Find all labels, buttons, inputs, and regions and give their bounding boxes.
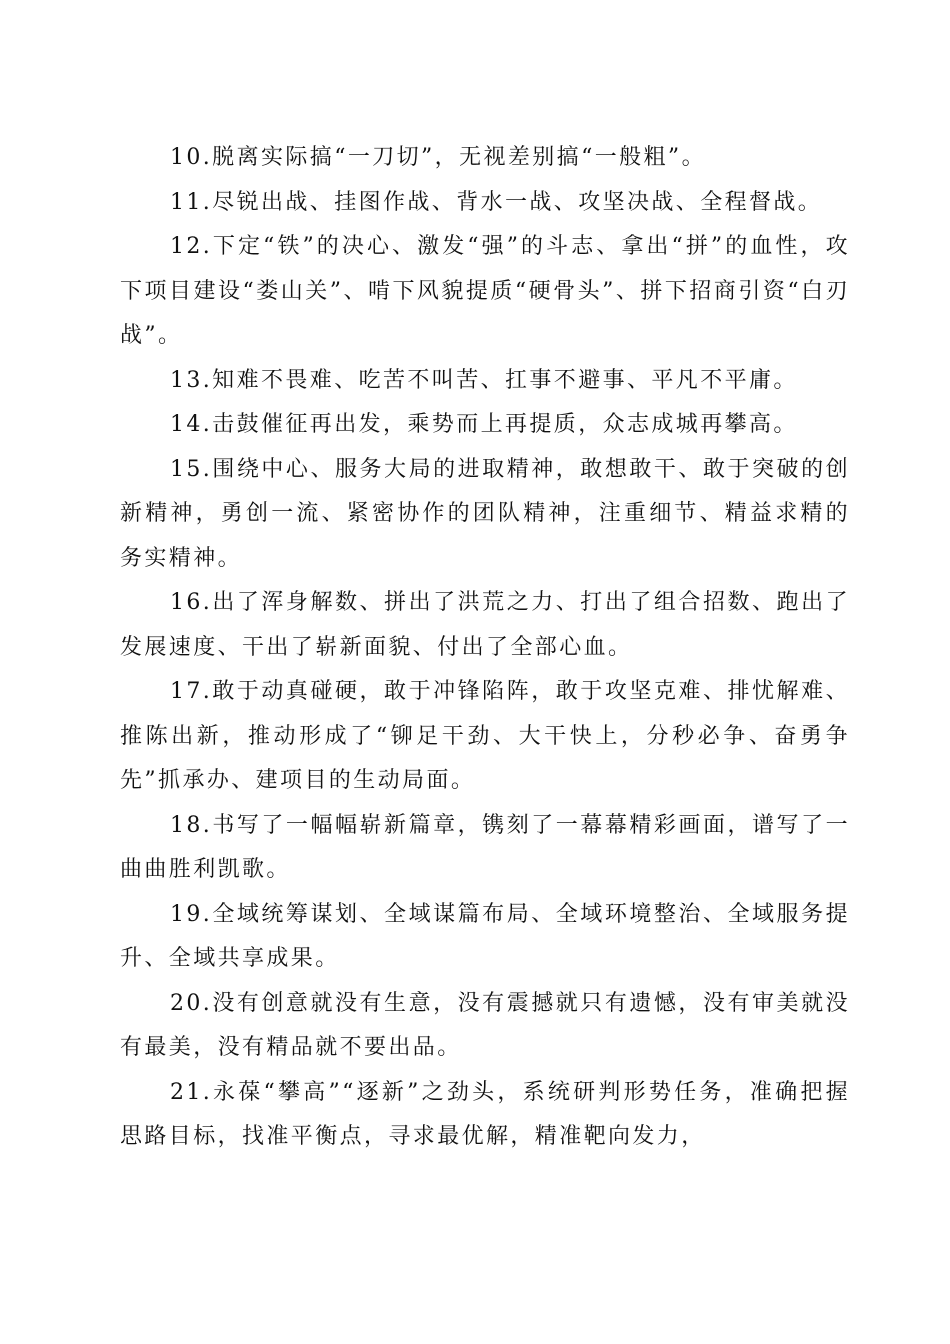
paragraph-10: 10.脱离实际搞“一刀切”，无视差别搞“一般粗”。 [170, 145, 706, 170]
paragraph-21: 21.永葆“攀高”“逐新”之劲头，系统研判形势任务，准确把握思路目标，找准平衡点，寻求最优解，精准靶向发力， [120, 1079, 850, 1149]
paragraph-18: 18.书写了一幅幅崭新篇章，镌刻了一幕幕精彩画面，谱写了一曲曲胜利凯歌。 [120, 812, 850, 882]
paragraph-20: 20.没有创意就没有生意，没有震撼就只有遗憾，没有审美就没有最美，没有精品就不要出品。 [120, 990, 850, 1060]
paragraph-12: 12.下定“铁”的决心、激发“强”的斗志、拿出“拼”的血性，攻下项目建设“娄山关”、啃下风貌提质“硬骨头”、拼下招商引资“白刃战”。 [120, 234, 850, 348]
paragraph-17: 17.敢于动真碰硬，敢于冲锋陷阵，敢于攻坚克难、排忧解难、推陈出新，推动形成了“铆足干劲、大干快上，分秒必争、奋勇争先”抓承办、建项目的生动局面。 [120, 679, 850, 793]
paragraph-11: 11.尽锐出战、挂图作战、背水一战、攻坚决战、全程督战。 [170, 189, 823, 215]
paragraph-15: 15.围绕中心、服务大局的进取精神，敢想敢干、敢于突破的创新精神，勇创一流、紧密协作的团队精神，注重细节、精益求精的务实精神。 [120, 456, 850, 571]
paragraph-16: 16.出了浑身解数、拼出了洪荒之力、打出了组合招数、跑出了发展速度、干出了崭新面貌、付出了全部心血。 [120, 590, 850, 660]
paragraph-19: 19.全域统筹谋划、全域谋篇布局、全域环境整治、全域服务提升、全域共享成果。 [120, 901, 850, 971]
paragraph-14: 14.击鼓催征再出发，乘势而上再提质，众志成城再攀高。 [170, 412, 798, 437]
paragraph-13: 13.知难不畏难、吃苦不叫苦、扛事不避事、平凡不平庸。 [170, 367, 798, 393]
